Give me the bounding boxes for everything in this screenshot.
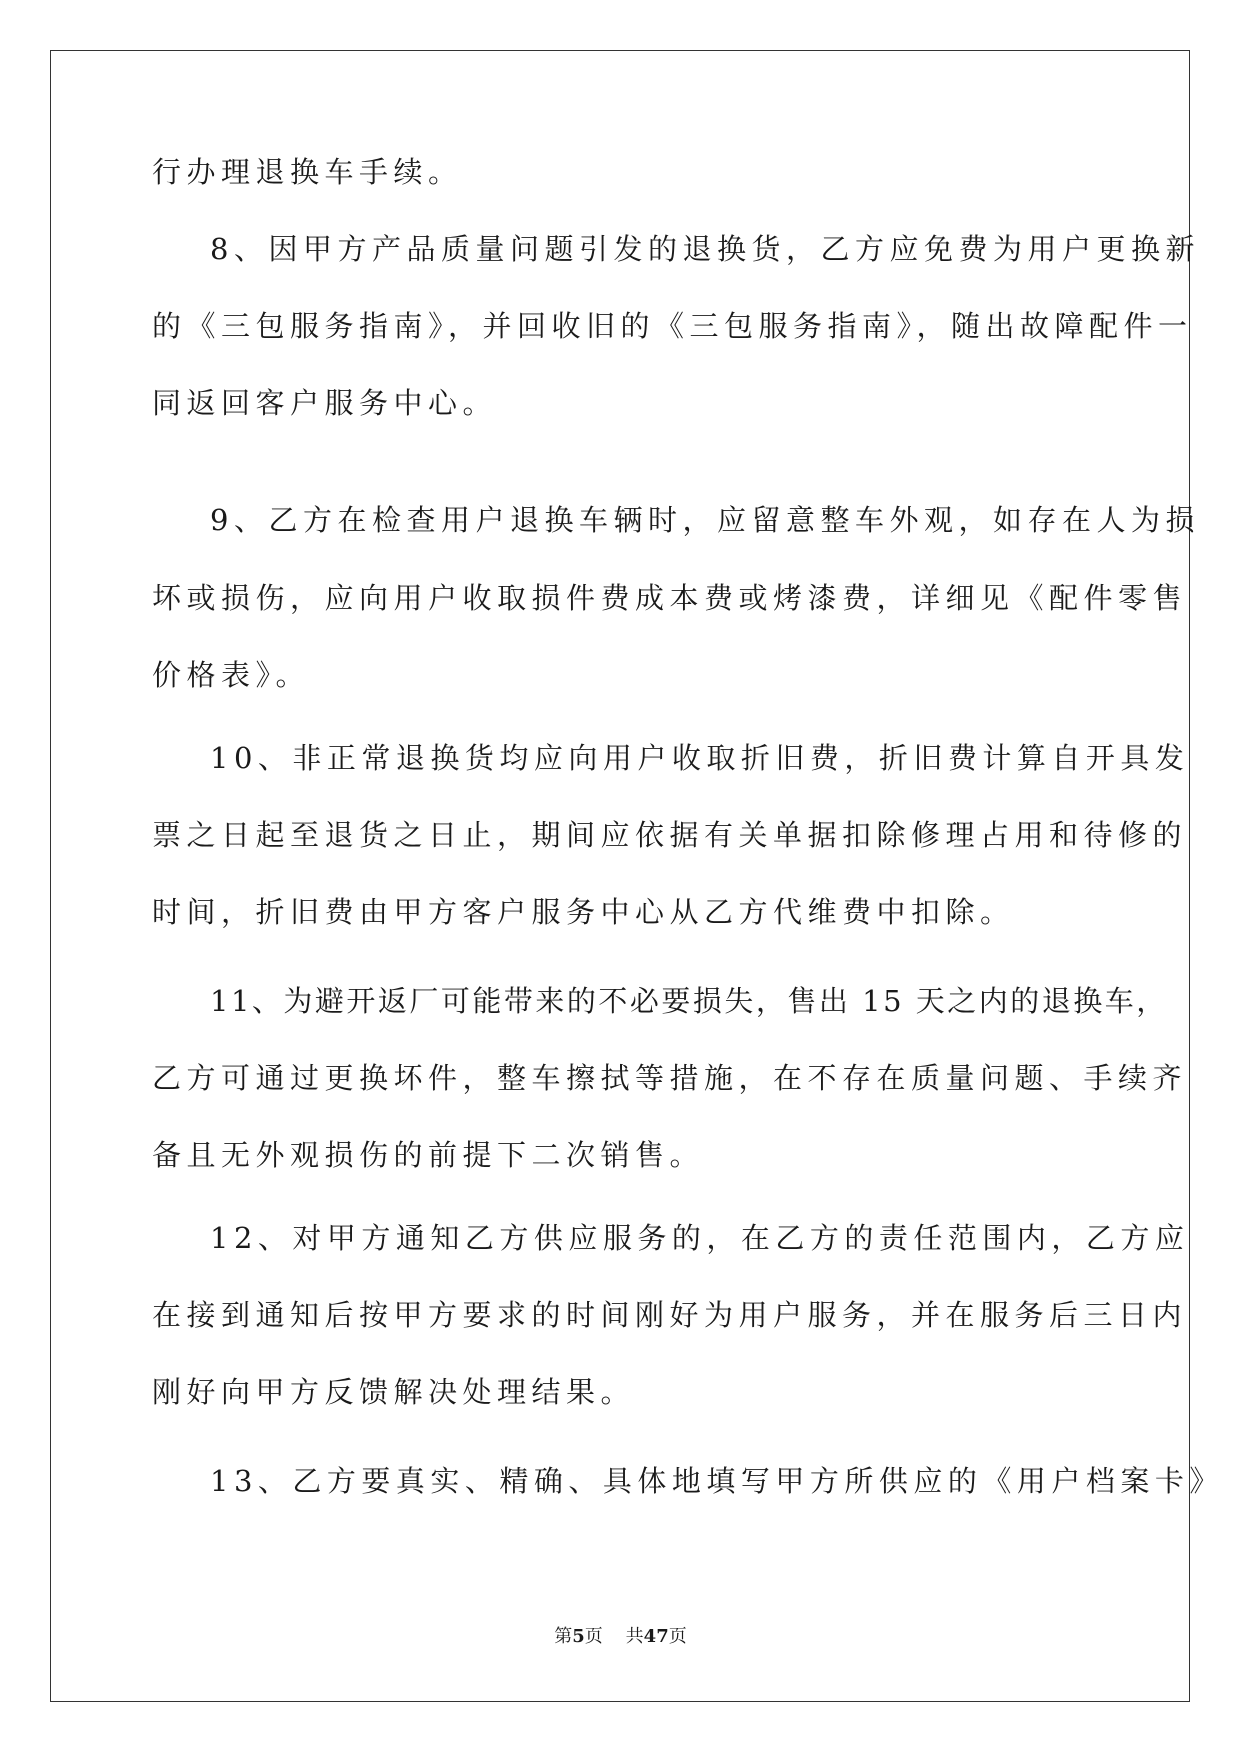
text-line: 在接到通知后按甲方要求的时间刚好为用户服务，并在服务后三日内: [152, 1298, 1188, 1332]
text-line: 行办理退换车手续。: [152, 155, 463, 189]
footer-page-number: 5: [572, 1626, 585, 1647]
text-line: 备且无外观损伤的前提下二次销售。: [152, 1138, 705, 1172]
paragraph-8-start: 8、因甲方产品质量问题引发的退换货，乙方应免费为用户更换新: [210, 232, 1200, 266]
footer-page-prefix: 第: [554, 1626, 573, 1647]
text-line: 的《三包服务指南》，并回收旧的《三包服务指南》，随出故障配件一: [152, 309, 1193, 343]
text-line: 坏或损伤，应向用户收取损件费成本费或烤漆费，详细见《配件零售: [152, 581, 1188, 615]
footer-page-suffix: 页: [584, 1626, 603, 1647]
footer-total-suffix: 页: [668, 1626, 687, 1647]
text-line: 同返回客户服务中心。: [152, 386, 498, 420]
paragraph-11-start: 11、为避开返厂可能带来的不必要损失，售出 15 天之内的退换车，: [210, 984, 1168, 1018]
text-line: 时间，折旧费由甲方客户服务中心从乙方代维费中扣除。: [152, 895, 1015, 929]
footer-total-number: 47: [643, 1626, 669, 1647]
text-line: 价格表》。: [152, 658, 311, 692]
page-footer: [0, 1622, 1241, 1648]
paragraph-10-start: 10、非正常退换货均应向用户收取折旧费，折旧费计算自开具发: [210, 741, 1190, 775]
page-border: [50, 50, 1190, 1702]
paragraph-12-start: 12、对甲方通知乙方供应服务的，在乙方的责任范围内，乙方应: [210, 1221, 1190, 1255]
paragraph-13-start: 13、乙方要真实、精确、具体地填写甲方所供应的《用户档案卡》: [210, 1464, 1224, 1498]
text-line: 乙方可通过更换坏件，整车擦拭等措施，在不存在质量问题、手续齐: [152, 1061, 1188, 1095]
text-line: 票之日起至退货之日止，期间应依据有关单据扣除修理占用和待修的: [152, 818, 1188, 852]
text-line: 刚好向甲方反馈解决处理结果。: [152, 1375, 636, 1409]
footer-total-prefix: 共: [625, 1626, 644, 1647]
paragraph-9-start: 9、乙方在检查用户退换车辆时，应留意整车外观，如存在人为损: [210, 503, 1200, 537]
